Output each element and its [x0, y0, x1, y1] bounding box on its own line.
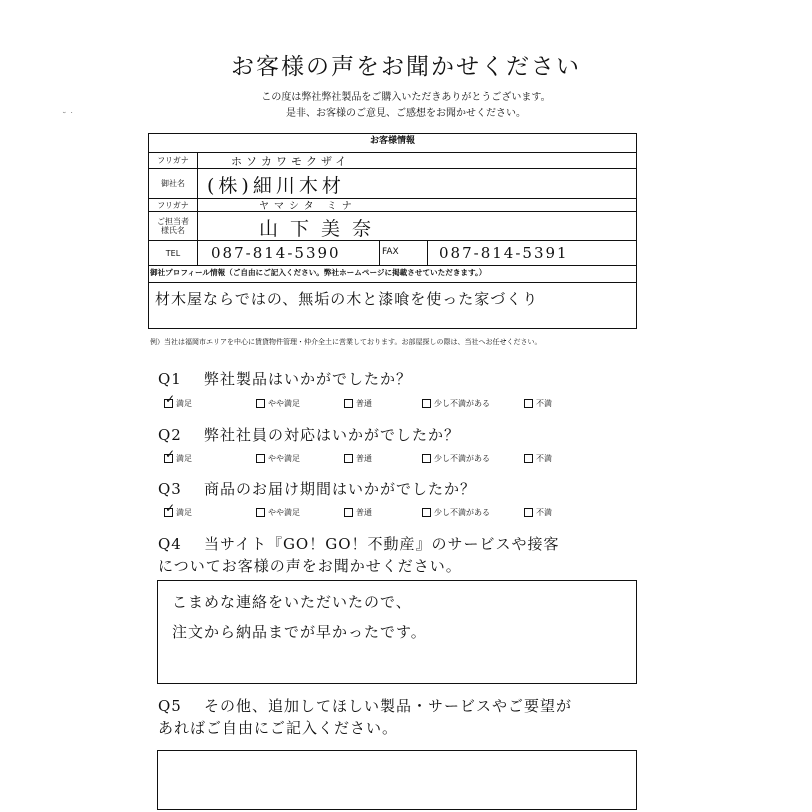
checkbox-icon[interactable] — [256, 454, 265, 463]
q1-option-slightly-dissatisfied[interactable]: 少し不満がある — [422, 398, 490, 409]
company-name-value: (株)細川木材 — [207, 175, 345, 197]
question-2-text: 弊社社員の対応はいかがでしたか？ — [204, 426, 461, 444]
question-1-options — [164, 392, 584, 410]
intro-line-1: この度は弊社弊社製品をご購入いただきありがとうございます。 — [261, 92, 551, 103]
company-furigana-value: ホソカワモクザイ — [231, 155, 351, 168]
checkbox-icon[interactable] — [344, 454, 353, 463]
profile-label: 御社プロフィール情報（ご自由にご記入ください。弊社ホームページに掲載させていただきます。） — [150, 268, 487, 277]
question-2-options — [164, 447, 584, 465]
question-4 — [158, 533, 560, 554]
checkbox-icon[interactable] — [256, 399, 265, 408]
q1-option-dissatisfied[interactable]: 不満 — [524, 398, 552, 409]
question-5-line-1: その他、追加してほしい製品・サービスやご要望が — [204, 697, 573, 715]
company-furigana-label: フリガナ — [149, 153, 198, 168]
checkbox-icon[interactable] — [164, 501, 176, 517]
question-3-options — [164, 501, 584, 519]
question-2-number: Q2 — [158, 426, 182, 444]
checkbox-icon[interactable] — [256, 508, 265, 517]
contact-row — [149, 241, 636, 266]
question-2 — [158, 424, 460, 445]
q2-option-slightly-dissatisfied[interactable]: 少し不満がある — [422, 453, 490, 464]
q2-option-satisfied[interactable]: ✓ 満足 — [165, 447, 192, 463]
q4-answer-line-1: こまめな連絡をいただいたので、 — [172, 593, 412, 611]
question-4-number: Q4 — [158, 535, 182, 553]
check-mark-icon: ✓ — [165, 392, 176, 406]
q1-option-somewhat-satisfied[interactable]: やや満足 — [256, 398, 300, 409]
person-label: ご担当者 様氏名 — [149, 212, 198, 240]
question-1-number: Q1 — [158, 370, 182, 388]
q5-answer-box[interactable] — [157, 750, 637, 810]
profile-text: 材木屋ならではの、無垢の木と漆喰を使った家づくり — [155, 290, 539, 308]
checkbox-icon[interactable] — [422, 508, 431, 517]
checkbox-icon[interactable] — [524, 508, 533, 517]
person-row — [149, 212, 636, 241]
fax-label: FAX — [382, 247, 399, 257]
q3-option-satisfied[interactable]: ✓ 満足 — [165, 501, 192, 517]
q2-option-normal[interactable]: 普通 — [344, 453, 372, 464]
question-5 — [158, 695, 572, 716]
question-3-text: 商品のお届け期間はいかがでしたか？ — [204, 480, 477, 498]
checkbox-icon[interactable] — [422, 454, 431, 463]
fax-value: 087-814-5391 — [439, 244, 569, 262]
check-mark-icon: ✓ — [165, 447, 176, 461]
q1-option-satisfied[interactable]: ✓ 満足 — [165, 392, 192, 408]
question-3-number: Q3 — [158, 480, 182, 498]
checkbox-icon[interactable] — [164, 392, 176, 408]
q3-option-somewhat-satisfied[interactable]: やや満足 — [256, 507, 300, 518]
check-mark-icon: ✓ — [165, 501, 176, 515]
company-label: 御社名 — [149, 169, 198, 198]
info-heading: お客様情報 — [149, 134, 636, 153]
q3-option-slightly-dissatisfied[interactable]: 少し不満がある — [422, 507, 490, 518]
question-4-line-1: 当サイト『GO！GO！不動産』のサービスや接客 — [204, 535, 560, 553]
checkbox-icon[interactable] — [344, 399, 353, 408]
example-note: 例）当社は福岡市エリアを中心に賃貸物件管理・仲介全土に営業しております。お部屋探しの際は、当社へお任せください。 — [150, 338, 542, 346]
company-row — [149, 169, 636, 199]
question-1 — [158, 368, 412, 389]
person-name-value: 山下美奈 — [259, 218, 384, 240]
q3-option-dissatisfied[interactable]: 不満 — [524, 507, 552, 518]
q1-option-normal[interactable]: 普通 — [344, 398, 372, 409]
person-furigana-row — [149, 199, 636, 212]
page-title: お客様の声をお聞かせください — [231, 54, 581, 80]
q3-option-normal[interactable]: 普通 — [344, 507, 372, 518]
intro-line-2: 是非、お客様のご意見、ご感想をお聞かせください。 — [286, 108, 526, 119]
checkbox-icon[interactable] — [422, 399, 431, 408]
checkbox-icon[interactable] — [344, 508, 353, 517]
question-5-number: Q5 — [158, 697, 182, 715]
q2-option-somewhat-satisfied[interactable]: やや満足 — [256, 453, 300, 464]
profile-box — [148, 282, 637, 329]
question-4-line-2: についてお客様の声をお聞かせください。 — [158, 557, 462, 575]
q4-answer-line-2: 注文から納品までが早かったです。 — [172, 623, 427, 641]
q2-option-dissatisfied[interactable]: 不満 — [524, 453, 552, 464]
q4-answer-box[interactable] — [157, 580, 637, 684]
person-furigana-value: ヤマシタ ミナ — [259, 201, 357, 212]
scan-specks: ˘ ˙ — [62, 112, 74, 122]
tel-value: 087-814-5390 — [211, 244, 341, 262]
customer-info-table — [148, 133, 637, 283]
question-1-text: 弊社製品はいかがでしたか？ — [204, 370, 413, 388]
question-3 — [158, 478, 476, 499]
checkbox-icon[interactable] — [164, 447, 176, 463]
checkbox-icon[interactable] — [524, 399, 533, 408]
checkbox-icon[interactable] — [524, 454, 533, 463]
person-furigana-label: フリガナ — [149, 199, 198, 211]
company-furigana-row — [149, 153, 636, 169]
question-5-line-2: あればご自由にご記入ください。 — [158, 719, 399, 737]
tel-label: TEL — [149, 241, 198, 265]
